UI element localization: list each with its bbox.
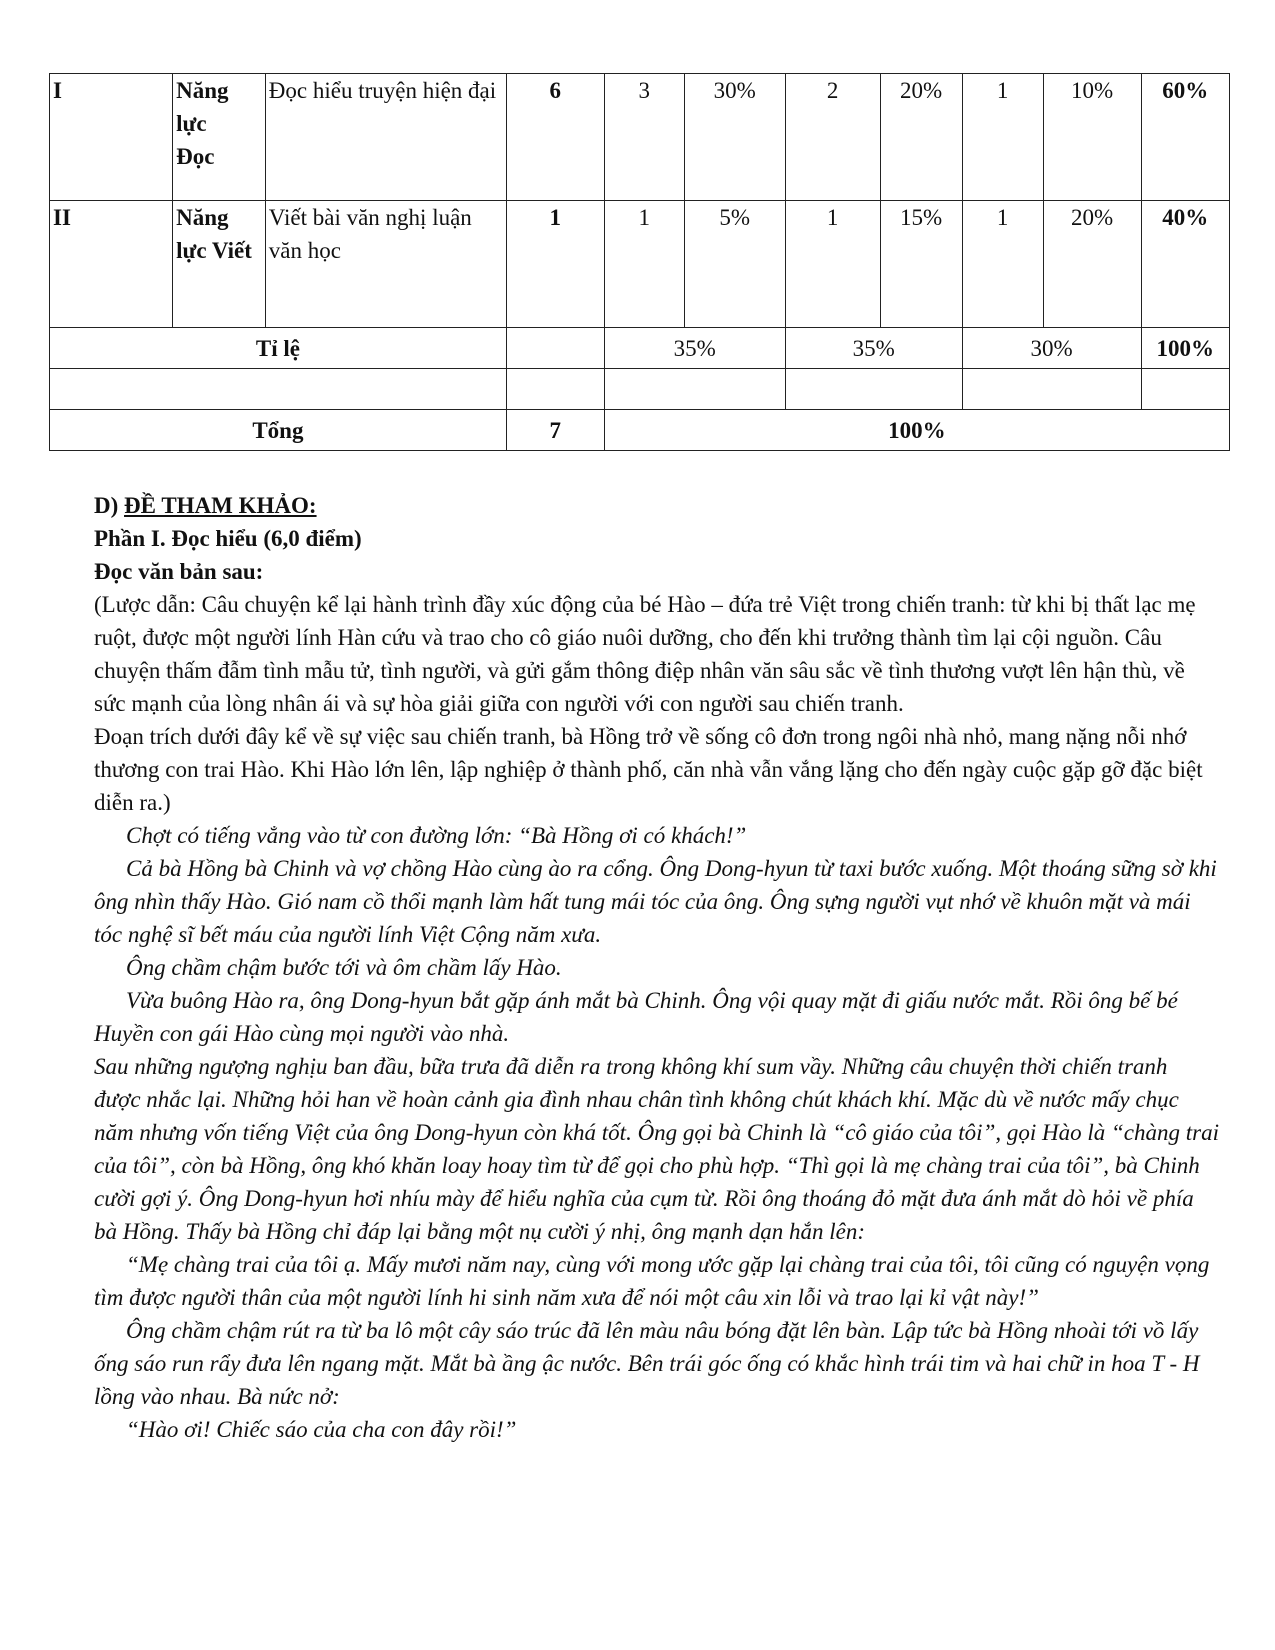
content-label: Viết bài văn nghị luận văn học xyxy=(265,201,506,328)
passage-paragraph: “Hào ơi! Chiếc sáo của cha con đây rồi!” xyxy=(126,1417,517,1442)
row-number: II xyxy=(50,201,173,328)
matrix-row-reading xyxy=(50,74,1230,201)
matrix-row-blank xyxy=(50,369,1230,410)
exam-matrix-table xyxy=(49,73,1230,451)
passage-paragraph: Ông chầm chậm rút ra từ ba lô một cây sáo trúc đã lên màu nâu bóng đặt lên bàn. Lập tức bà Hồng nhoài tới vồ lấy ống sáo run rẩy đưa lên ngang mặt. Mắt bà ầng ậc nước. Bên trái góc ống có khắc hình trái tim và hai chữ in hoa T - H lồng vào nhau. Bà nức nở: xyxy=(94,1318,1200,1409)
level3-percent: 10% xyxy=(1043,74,1141,201)
level2-count: 2 xyxy=(785,74,880,201)
level1-percent: 30% xyxy=(684,74,785,201)
ratio-level2: 35% xyxy=(785,328,962,369)
level3-count: 1 xyxy=(962,201,1043,328)
section-heading: D) ĐỀ THAM KHẢO: xyxy=(94,493,317,518)
story-passage xyxy=(94,819,1219,1446)
exam-document xyxy=(94,489,1219,1446)
skill-label: Năng lực Viết xyxy=(173,201,266,328)
passage-paragraph: “Mẹ chàng trai của tôi ạ. Mấy mươi năm nay, cùng với mong ước gặp lại chàng trai của tôi, tôi cũng có nguyện vọng tìm được người thân của một người lính hi sinh năm xưa để nói một câu xin lỗi và trao lại kỉ vật này!” xyxy=(94,1252,1210,1310)
sum-label: Tổng xyxy=(50,410,507,451)
empty-cell xyxy=(962,369,1141,410)
level3-percent: 20% xyxy=(1043,201,1141,328)
total-percent: 60% xyxy=(1141,74,1229,201)
matrix-row-ratio xyxy=(50,328,1230,369)
level1-count: 3 xyxy=(604,74,684,201)
total-items: 1 xyxy=(506,201,604,328)
excerpt-context: Đoạn trích dưới đây kể về sự việc sau chiến tranh, bà Hồng trở về sống cô đơn trong ngôi nhà nhỏ, mang nặng nỗi nhớ thương con trai Hào. Khi Hào lớn lên, lập nghiệp ở thành phố, căn nhà vẫn vắng lặng cho đến ngày cuộc gặp gỡ đặc biệt diễn ra.) xyxy=(94,724,1203,815)
level1-count: 1 xyxy=(604,201,684,328)
level2-percent: 15% xyxy=(880,201,962,328)
row-number: I xyxy=(50,74,173,201)
empty-cell xyxy=(1141,369,1229,410)
level2-percent: 20% xyxy=(880,74,962,201)
ratio-level1: 35% xyxy=(604,328,785,369)
content-label: Đọc hiểu truyện hiện đại xyxy=(265,74,506,201)
ratio-label: Tỉ lệ xyxy=(50,328,507,369)
empty-cell xyxy=(506,328,604,369)
level3-count: 1 xyxy=(962,74,1043,201)
skill-label: Năng lực Đọc xyxy=(173,74,266,201)
passage-paragraph: Chợt có tiếng vẳng vào từ con đường lớn: “Bà Hồng ơi có khách!” xyxy=(126,823,747,848)
sum-percent: 100% xyxy=(604,410,1229,451)
empty-cell xyxy=(50,369,507,410)
part-heading: Phần I. Đọc hiểu (6,0 điểm) xyxy=(94,526,362,551)
passage-paragraph: Vừa buông Hào ra, ông Dong-hyun bắt gặp ánh mắt bà Chinh. Ông vội quay mặt đi giấu nước mắt. Rồi ông bế bé Huyền con gái Hào cùng mọi người vào nhà. xyxy=(94,988,1178,1046)
ratio-level3: 30% xyxy=(962,328,1141,369)
sum-items: 7 xyxy=(506,410,604,451)
empty-cell xyxy=(506,369,604,410)
passage-paragraph: Cả bà Hồng bà Chinh và vợ chồng Hào cùng ào ra cổng. Ông Dong-hyun từ taxi bước xuống. Một thoáng sững sờ khi ông nhìn thấy Hào. Gió nam cồ thổi mạnh làm hất tung mái tóc của ông. Ông sựng người vụt nhớ về khuôn mặt và mái tóc nghệ sĩ bết máu của người lính Việt Cộng năm xưa. xyxy=(94,856,1217,947)
matrix-row-writing xyxy=(50,201,1230,328)
total-percent: 40% xyxy=(1141,201,1229,328)
matrix-row-sum xyxy=(50,410,1230,451)
reading-instruction: Đọc văn bản sau: xyxy=(94,559,264,584)
level2-count: 1 xyxy=(785,201,880,328)
level1-percent: 5% xyxy=(684,201,785,328)
empty-cell xyxy=(604,369,785,410)
section-title: ĐỀ THAM KHẢO: xyxy=(124,493,317,518)
story-summary: (Lược dẫn: Câu chuyện kể lại hành trình đầy xúc động của bé Hào – đứa trẻ Việt trong chiến tranh: từ khi bị thất lạc mẹ ruột, được một người lính Hàn cứu và trao cho cô giáo nuôi dưỡng, cho đến khi trưởng thành tìm lại cội nguồn. Câu chuyện thấm đẫm tình mẫu tử, tình người, và gửi gắm thông điệp nhân văn sâu sắc về tình thương vượt lên hận thù, về sức mạnh của lòng nhân ái và sự hòa giải giữa con người với con người sau chiến tranh. xyxy=(94,592,1196,716)
passage-paragraph: Sau những ngượng nghịu ban đầu, bữa trưa đã diễn ra trong không khí sum vầy. Những câu chuyện thời chiến tranh được nhắc lại. Những hỏi han về hoàn cảnh gia đình nhau chân tình không chút khách khí. Mặc dù về nước mấy chục năm nhưng vốn tiếng Việt của ông Dong-hyun còn khá tốt. Ông gọi bà Chinh là “cô giáo của tôi”, gọi Hào là “chàng trai của tôi”, còn bà Hồng, ông khó khăn loay hoay tìm từ để gọi cho phù hợp. “Thì gọi là mẹ chàng trai của tôi”, bà Chinh cười gợi ý. Ông Dong-hyun hơi nhíu mày để hiểu nghĩa của cụm từ. Rồi ông thoáng đỏ mặt đưa ánh mắt dò hỏi về phía bà Hồng. Thấy bà Hồng chỉ đáp lại bằng một nụ cười ý nhị, ông mạnh dạn hắn lên: xyxy=(94,1054,1219,1244)
passage-paragraph: Ông chầm chậm bước tới và ôm chầm lấy Hào. xyxy=(126,955,562,980)
total-items: 6 xyxy=(506,74,604,201)
empty-cell xyxy=(785,369,962,410)
ratio-total: 100% xyxy=(1141,328,1229,369)
